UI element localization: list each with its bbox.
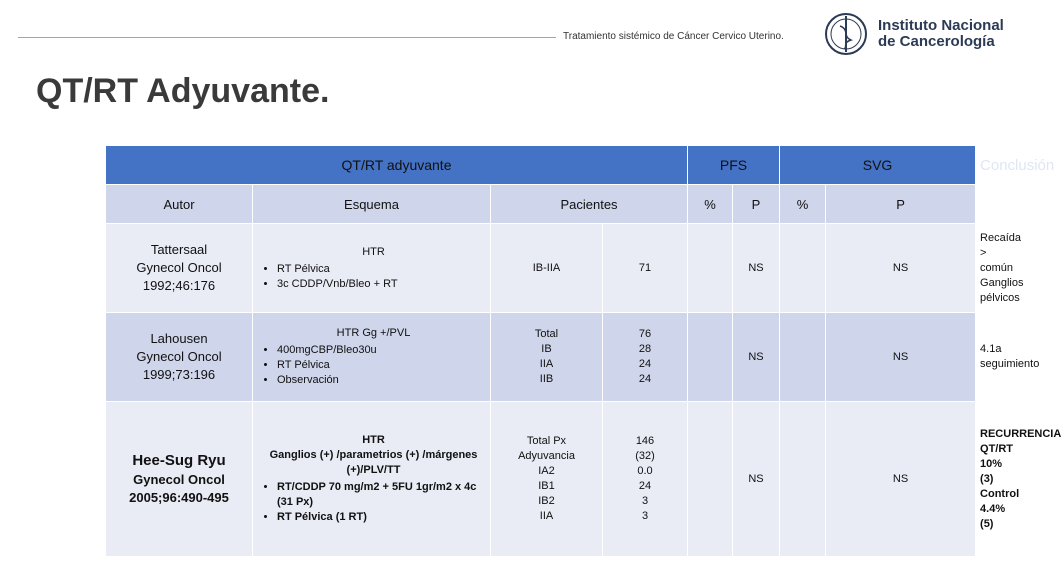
- institution-name: Instituto Nacional de Cancerología: [878, 17, 1004, 50]
- header-main: QT/RT adyuvante: [106, 146, 688, 185]
- cell-estadio: Total IB IIA IIB: [491, 313, 603, 402]
- cell-pfs-p: NS: [733, 313, 780, 402]
- col-autor: Autor: [106, 185, 253, 224]
- header-subtitle: Tratamiento sistémico de Cáncer Cervico Uterino.: [563, 31, 784, 42]
- cell-esquema: HTR • RT Pélvica • 3c CDDP/Vnb/Bleo + RT: [253, 224, 491, 313]
- cell-pfs-p: NS: [733, 224, 780, 313]
- results-table: [105, 145, 1061, 557]
- cell-pfs-pct: [688, 313, 733, 402]
- header-pfs: PFS: [688, 146, 780, 185]
- table-row: Lahousen Gynecol Oncol 1999;73:196 HTR Gg +/PVL • 400mgCBP/Bleo30u • RT Pélvica • Observación Total IB IIA IIB 76 28 24 24 NS NS 4.1a seguimiento: [106, 313, 976, 402]
- cell-svg-p: NS: [826, 224, 976, 313]
- cell-estadio: Total Px Adyuvancia IA2 IB1 IB2 IIA: [491, 402, 603, 557]
- page-title: QT/RT Adyuvante.: [36, 72, 330, 110]
- table-column-header: [106, 185, 976, 224]
- header-divider: [18, 37, 556, 38]
- cell-pfs-pct: [688, 402, 733, 557]
- cell-svg-pct: [780, 313, 826, 402]
- cell-svg-pct: [780, 402, 826, 557]
- col-pacientes: Pacientes: [491, 185, 688, 224]
- cell-svg-p: NS: [826, 402, 976, 557]
- cell-autor: Tattersaal Gynecol Oncol 1992;46:176: [106, 224, 253, 313]
- cell-autor: Lahousen Gynecol Oncol 1999;73:196: [106, 313, 253, 402]
- col-esquema: Esquema: [253, 185, 491, 224]
- cell-svg-pct: [780, 224, 826, 313]
- col-pfs-pct: %: [688, 185, 733, 224]
- cell-svg-p: NS: [826, 313, 976, 402]
- cell-n: 76 28 24 24: [603, 313, 688, 402]
- cell-autor: Hee-Sug Ryu Gynecol Oncol 2005;96:490-495: [106, 402, 253, 557]
- cell-pfs-p: NS: [733, 402, 780, 557]
- col-svg-p: P: [826, 185, 976, 224]
- table-header-group: QT/RT adyuvante PFS SVG Conclusión: [106, 146, 976, 185]
- cell-pfs-pct: [688, 224, 733, 313]
- table-row: Tattersaal Gynecol Oncol 1992;46:176 HTR • RT Pélvica • 3c CDDP/Vnb/Bleo + RT IB-IIA 71 NS NS Recaída > común Ganglios pélvicos: [106, 224, 976, 313]
- institution-logo-icon: [824, 12, 868, 56]
- cell-n: 146 (32) 0.0 24 3 3: [603, 402, 688, 557]
- cell-esquema: HTR Ganglios (+) /parametrios (+) /márgenes (+)/PLV/TT • RT/CDDP 70 mg/m2 + 5FU 1gr/m2 x 4c (31 Px) • RT Pélvica (1 RT): [253, 402, 491, 557]
- cell-esquema: HTR Gg +/PVL • 400mgCBP/Bleo30u • RT Pélvica • Observación: [253, 313, 491, 402]
- cell-n: 71: [603, 224, 688, 313]
- col-svg-pct: %: [780, 185, 826, 224]
- header-svg: SVG: [780, 146, 976, 185]
- cell-estadio: IB-IIA: [491, 224, 603, 313]
- col-pfs-p: P: [733, 185, 780, 224]
- table-row: Hee-Sug Ryu Gynecol Oncol 2005;96:490-495 HTR Ganglios (+) /parametrios (+) /márgenes (+)/PLV/TT • RT/CDDP 70 mg/m2 + 5FU 1gr/m2 x 4c (31 Px) • RT Pélvica (1 RT) Total Px Adyuvancia IA2 IB1 IB2 IIA 146 (32) 0.0 24 3 3 NS NS RECURRENCIA QT/RT 10% (3) Control 4.4% (5): [106, 402, 976, 557]
